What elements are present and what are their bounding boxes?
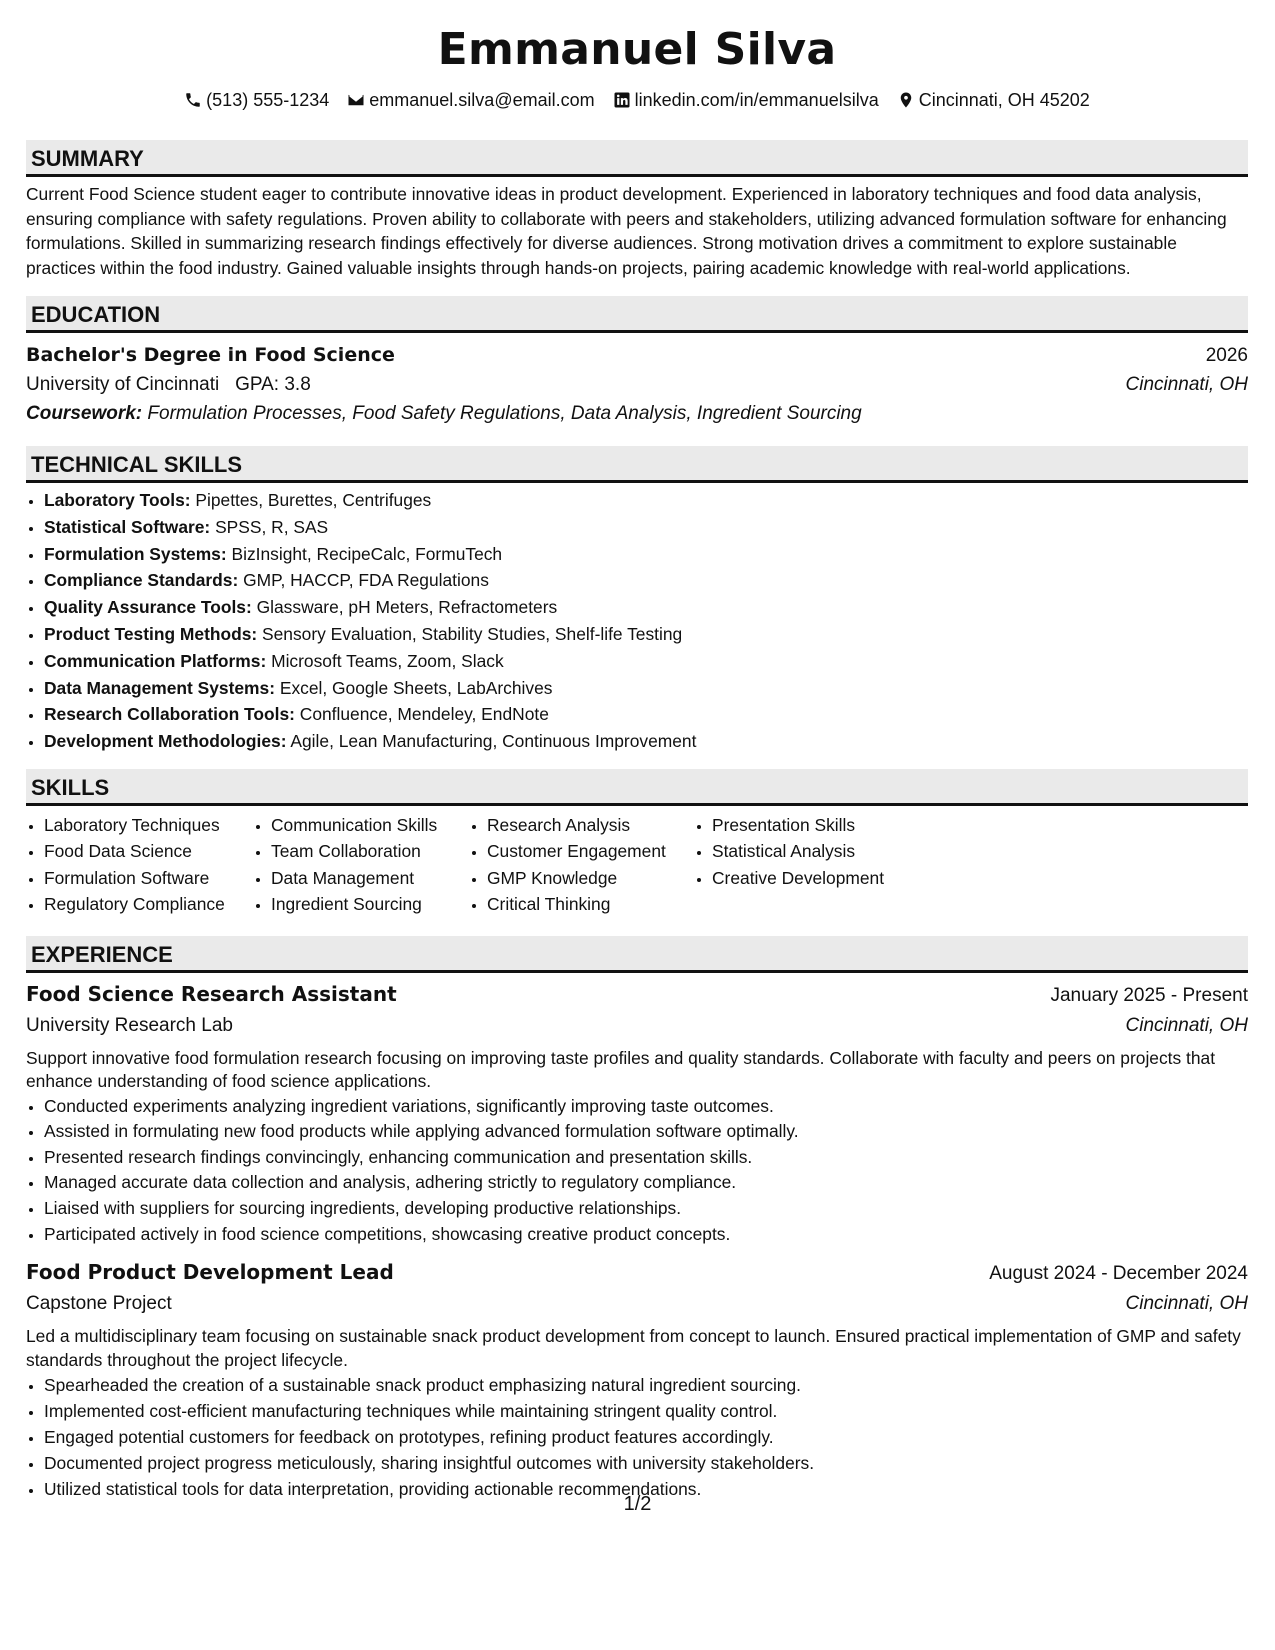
technical-skills-list [26, 487, 1248, 755]
job-title-row [26, 1257, 1248, 1289]
technical-skill-label: Communication Platforms: [44, 650, 267, 671]
education-heading: EDUCATION [26, 296, 1248, 333]
technical-skill-label: Development Methodologies: [44, 731, 287, 752]
skill-item: • Data Management [271, 865, 469, 891]
job-bullet: • Utilized statistical tools for data interpretation, providing actionable recommendations. [44, 1476, 1248, 1502]
technical-skill-value: SPSS, R, SAS [215, 516, 329, 537]
technical-skill-item [44, 514, 1248, 541]
job-bullets [26, 1372, 1248, 1502]
experience-heading: EXPERIENCE [26, 936, 1248, 973]
degree-title: Bachelor's Degree in Food Science [26, 344, 395, 366]
technical-skill-item [44, 594, 1248, 621]
school-name: University of Cincinnati [26, 374, 220, 395]
technical-skill-label: Product Testing Methods: [44, 623, 258, 644]
technical-skill-value: Excel, Google Sheets, LabArchives [279, 677, 553, 698]
job-bullet: • Assisted in formulating new food products while applying advanced formulation software optimally. [44, 1119, 1248, 1145]
summary-section [26, 140, 1248, 280]
technical-skills-section [26, 446, 1248, 755]
technical-skill-value: Glassware, pH Meters, Refractometers [256, 597, 558, 618]
skill-item: • Creative Development [712, 865, 932, 891]
skill-item: • Formulation Software [44, 865, 253, 891]
technical-skill-value: Confluence, Mendeley, EndNote [299, 704, 549, 725]
technical-skill-item [44, 487, 1248, 514]
job-title-row [26, 979, 1248, 1011]
job-dates: January 2025 - Present [1050, 984, 1248, 1006]
candidate-name: Emmanuel Silva [437, 24, 837, 75]
technical-skill-item [44, 701, 1248, 728]
skills-section [26, 769, 1248, 918]
education-row-1 [26, 341, 1248, 370]
job-bullet: • Spearheaded the creation of a sustainable snack product emphasizing natural ingredient sourcing. [44, 1372, 1248, 1398]
skills-grid [26, 812, 1248, 918]
job-title: Food Science Research Assistant [26, 981, 397, 1006]
skill-item: • Customer Engagement [487, 838, 694, 864]
technical-skill-label: Statistical Software: [44, 516, 211, 537]
job-bullet: • Participated actively in food science competitions, showcasing creative product concepts. [44, 1222, 1248, 1248]
skill-item: • Critical Thinking [487, 891, 694, 917]
contact-email[interactable] [347, 88, 594, 112]
gpa: GPA: 3.8 [235, 374, 311, 395]
technical-skill-label: Data Management Systems: [44, 677, 275, 698]
contact-linkedin[interactable] [613, 88, 879, 112]
skill-item: • Research Analysis [487, 812, 694, 838]
education-row-2 [26, 370, 1248, 399]
technical-skills-heading: TECHNICAL SKILLS [26, 446, 1248, 483]
technical-skill-value: BizInsight, RecipeCalc, FormuTech [231, 543, 503, 564]
job-organization: University Research Lab [26, 1014, 233, 1036]
technical-skill-item [44, 541, 1248, 568]
job-entry [26, 1257, 1248, 1502]
skill-item: • Ingredient Sourcing [271, 891, 469, 917]
technical-skill-label: Quality Assurance Tools: [44, 597, 252, 618]
graduation-year: 2026 [1205, 345, 1248, 366]
job-bullet: • Liaised with suppliers for sourcing ingredients, developing productive relationships. [44, 1196, 1248, 1222]
job-location: Cincinnati, OH [1125, 1014, 1248, 1036]
skills-column-1 [26, 812, 253, 918]
email-link[interactable]: emmanuel.silva@email.com [369, 90, 595, 110]
job-dates: August 2024 - December 2024 [989, 1263, 1248, 1285]
summary-heading: SUMMARY [26, 140, 1248, 177]
technical-skill-item [44, 621, 1248, 648]
education-section [26, 296, 1248, 428]
contact-phone [184, 88, 329, 112]
skill-item: • Laboratory Techniques [44, 812, 253, 838]
job-title: Food Product Development Lead [26, 1260, 394, 1285]
job-bullets [26, 1094, 1248, 1248]
phone-text: (513) 555-1234 [206, 90, 330, 110]
contact-location [897, 88, 1090, 112]
skills-column-2 [253, 812, 469, 918]
technical-skill-value: GMP, HACCP, FDA Regulations [243, 570, 489, 591]
technical-skill-label: Laboratory Tools: [44, 490, 191, 510]
technical-skill-item [44, 567, 1248, 594]
technical-skill-value: Sensory Evaluation, Stability Studies, Shelf-life Testing [262, 623, 683, 644]
job-bullet: • Managed accurate data collection and analysis, adhering strictly to regulatory compliance. [44, 1170, 1248, 1196]
linkedin-icon [613, 91, 631, 109]
skill-item: • Regulatory Compliance [44, 891, 253, 917]
job-location: Cincinnati, OH [1125, 1293, 1248, 1315]
job-org-row [26, 1289, 1248, 1319]
technical-skill-label: Research Collaboration Tools: [44, 704, 295, 725]
coursework-label: Coursework: [26, 403, 143, 424]
job-entry [26, 979, 1248, 1248]
technical-skill-label: Compliance Standards: [44, 570, 239, 591]
skill-item: • GMP Knowledge [487, 865, 694, 891]
job-organization: Capstone Project [26, 1293, 172, 1315]
summary-text: Current Food Science student eager to contribute innovative ideas in product development. Experienced in laboratory techniques and food data analysis, ensuring compliance with safety regulations. Proven ability to collaborate with peers and stakeholders, utilizing advanced formulation software for enhancing formulations. Skilled in summarizing research findings effectively for diverse audiences. Strong motivation drives a commitment to explore sustainable practices within the food industry. Gained valuable insights through hands-on projects, pairing academic knowledge with real-world applications. [26, 184, 1227, 278]
experience-section [26, 936, 1248, 1503]
job-org-row [26, 1011, 1248, 1041]
contact-bar [26, 88, 1248, 112]
skill-item: • Communication Skills [271, 812, 469, 838]
technical-skill-value: Agile, Lean Manufacturing, Continuous Improvement [290, 731, 697, 752]
page-number: 1/2 [623, 1493, 652, 1515]
skill-item: • Presentation Skills [712, 812, 932, 838]
map-pin-icon [897, 91, 915, 109]
technical-skill-value: Pipettes, Burettes, Centrifuges [195, 490, 432, 510]
school-info [26, 370, 311, 399]
phone-icon [184, 91, 202, 109]
job-description: Support innovative food formulation research focusing on improving taste profiles and quality standards. Collaborate with faculty and peers on projects that enhance understanding of food science applications. [26, 1047, 1216, 1092]
job-bullet: • Conducted experiments analyzing ingredient variations, significantly improving taste outcomes. [44, 1094, 1248, 1120]
technical-skill-item [44, 728, 1248, 755]
coursework-line [26, 399, 1248, 428]
job-bullet: • Implemented cost-efficient manufacturing techniques while maintaining stringent quality control. [44, 1398, 1248, 1424]
job-bullet: • Presented research findings convincingly, enhancing communication and presentation skills. [44, 1145, 1248, 1171]
envelope-icon [347, 91, 365, 109]
location-text: Cincinnati, OH 45202 [918, 90, 1090, 110]
technical-skill-label: Formulation Systems: [44, 543, 227, 564]
skill-item: • Team Collaboration [271, 838, 469, 864]
technical-skill-item [44, 648, 1248, 675]
skills-column-4 [694, 812, 932, 918]
skills-heading: SKILLS [26, 769, 1248, 806]
technical-skill-value: Microsoft Teams, Zoom, Slack [271, 650, 504, 671]
job-bullet: • Engaged potential customers for feedback on prototypes, refining product features accordingly. [44, 1424, 1248, 1450]
technical-skill-item [44, 675, 1248, 702]
skill-item: • Statistical Analysis [712, 838, 932, 864]
coursework-list: Formulation Processes, Food Safety Regulations, Data Analysis, Ingredient Sourcing [147, 403, 862, 424]
job-description: Led a multidisciplinary team focusing on sustainable snack product development from concept to launch. Ensured practical implementation of GMP and safety standards throughout the project lifecycle. [26, 1326, 1241, 1370]
school-location: Cincinnati, OH [1125, 374, 1248, 395]
resume-page [26, 0, 1248, 1502]
job-bullet: • Documented project progress meticulously, sharing insightful outcomes with university stakeholders. [44, 1450, 1248, 1476]
skill-item: • Food Data Science [44, 838, 253, 864]
skills-column-3 [469, 812, 694, 918]
linkedin-link[interactable]: linkedin.com/in/emmanuelsilva [634, 90, 879, 110]
